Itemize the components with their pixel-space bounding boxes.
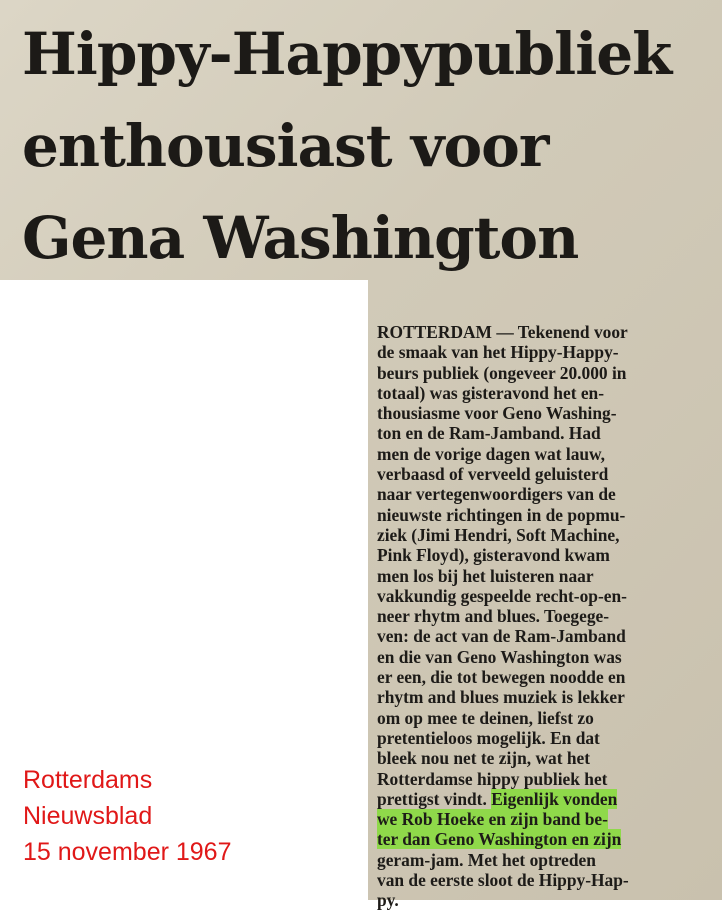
article-line: py. [377,890,399,911]
article-line: beurs publiek (ongeveer 20.000 in [377,362,627,383]
article-line: er een, die tot bewegen noodde en [377,667,626,688]
highlighted-text: we Rob Hoeke en zijn band be- [377,809,608,830]
article-line: Pink Floyd), gisteravond kwam [377,545,610,566]
article-line: om op mee te deinen, liefst zo [377,707,594,728]
article-line: de smaak van het Hippy-Happy- [377,342,619,363]
article-line [377,809,713,829]
article-line: men de vorige dagen wat lauw, [377,443,606,464]
article-body [377,322,713,911]
highlighted-text: Eigenlijk vonden [491,788,618,809]
headline-line: enthousiast voor [22,112,549,180]
article-line: naar vertegenwoordigers van de [377,484,616,505]
article-line-text: prettigst vindt. [377,788,487,809]
article-line: van de eerste sloot de Hippy-Hap- [377,870,629,891]
article-line: thousiasme voor Geno Washing- [377,403,617,424]
caption-publication-2: Nieuwsblad [23,802,153,830]
article-line: ven: de act van de Ram-Jamband [377,626,626,647]
article-line: totaal) was gisteravond het en- [377,382,605,403]
article-line: vakkundig gespeelde recht-op-en- [377,585,627,606]
article-line: en die van Geno Washington was [377,646,622,667]
article-line: verbaasd of verveeld geluisterd [377,464,609,485]
article-line [377,829,713,849]
headline [22,8,712,284]
caption-date: 15 november 1967 [23,838,232,866]
article-line [377,789,713,809]
article-line: Rotterdamse hippy publiek het [377,768,608,789]
article-line: neer rhytm and blues. Toegege- [377,606,610,627]
headline-line: Gena Washington [22,204,579,272]
caption-publication: Rotterdams [23,766,153,794]
article-line: rhytm and blues muziek is lekker [377,687,625,708]
article-line: ziek (Jimi Hendri, Soft Machine, [377,524,620,545]
highlighted-text: ter dan Geno Washington en zijn [377,829,622,850]
article-line: men los bij het luisteren naar [377,565,594,586]
article-line: nieuwste richtingen in de popmu- [377,504,626,525]
source-caption [23,762,231,870]
article-line: ton en de Ram-Jamband. Had [377,423,601,444]
article-line: ROTTERDAM — Tekenend voor [377,322,628,342]
headline-line: Hippy-Happypubliek [22,20,672,88]
article-line: geram-jam. Met het optreden [377,849,596,870]
article-line: bleek nou net te zijn, wat het [377,748,591,769]
article-line: pretentieloos mogelijk. En dat [377,727,600,748]
